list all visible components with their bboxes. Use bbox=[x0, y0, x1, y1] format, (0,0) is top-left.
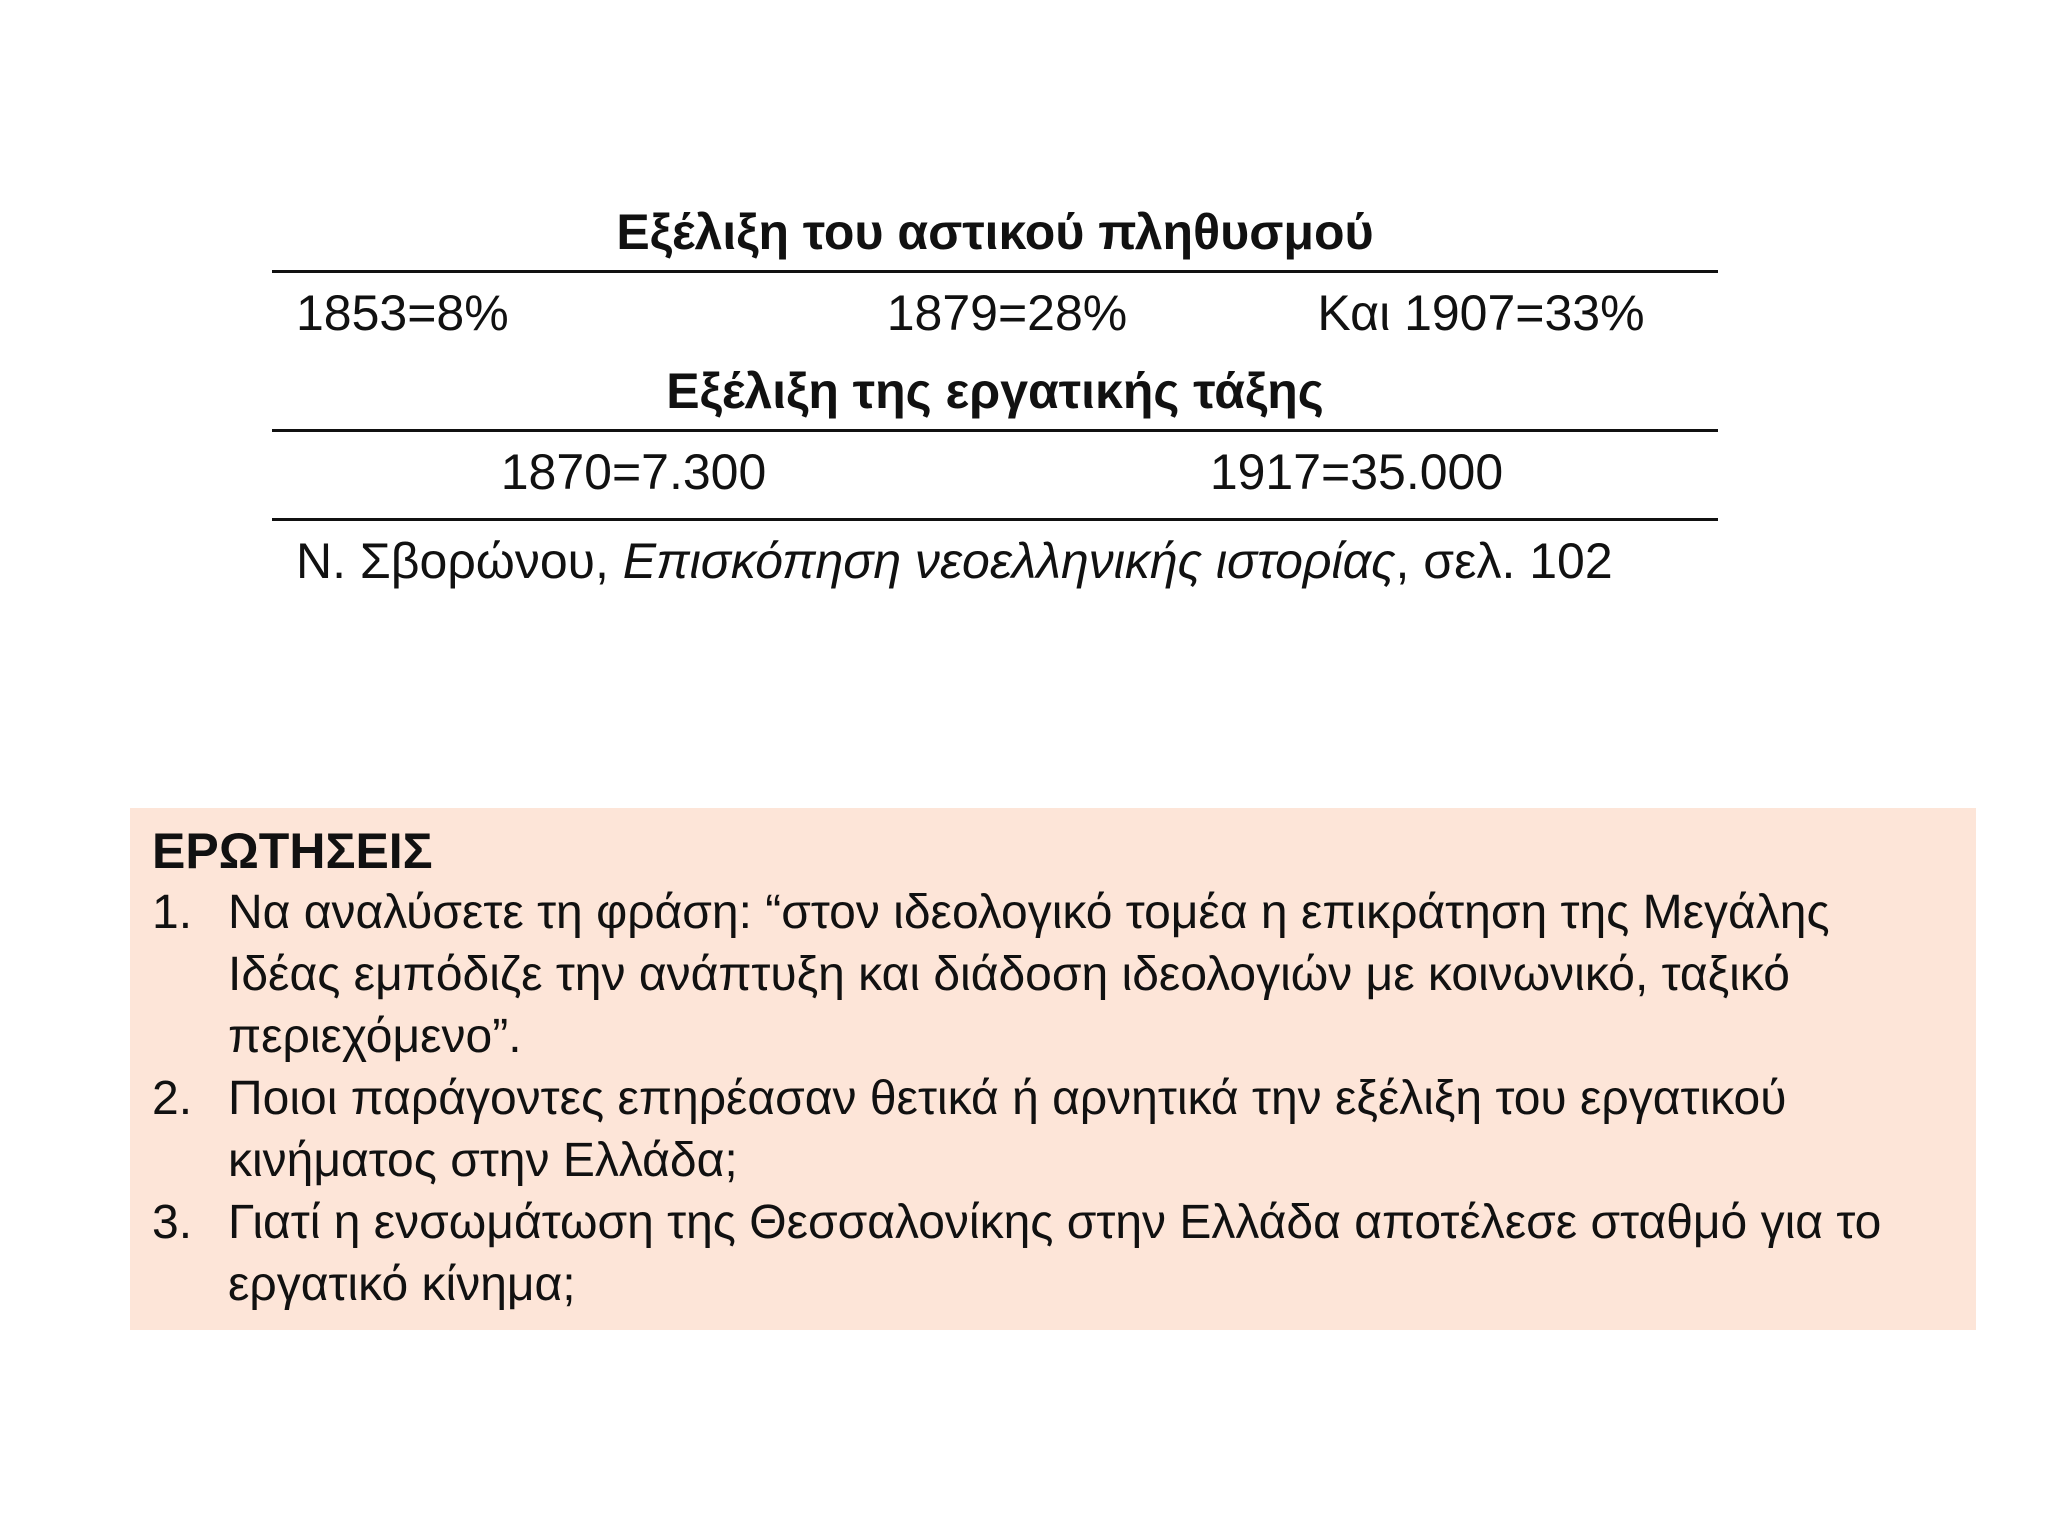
question-text: Γιατί η ενσωμάτωση της Θεσσαλονίκης στην Ελλάδα αποτέλεσε σταθμό για το εργατικό κίνημα; bbox=[228, 1196, 1882, 1311]
question-number: 3. bbox=[152, 1196, 193, 1249]
population-row bbox=[272, 273, 1718, 359]
source-page: , σελ. 102 bbox=[1395, 533, 1613, 589]
question-item bbox=[152, 882, 1952, 1068]
source-citation bbox=[272, 521, 1718, 601]
population-value-1853: 1853=8% bbox=[296, 285, 509, 341]
population-value-1907: Και 1907=33% bbox=[1317, 285, 1645, 341]
question-number: 1. bbox=[152, 886, 193, 939]
question-text: Ποιοι παράγοντες επηρέασαν θετικά ή αρνητικά την εξέλιξη του εργατικού κινήματος στην Ελλάδα; bbox=[228, 1072, 1787, 1187]
working-class-title: Εξέλιξη της εργατικής τάξης bbox=[666, 363, 1324, 419]
working-class-value-1870: 1870=7.300 bbox=[500, 444, 767, 500]
source-author: Ν. Σβορώνου, bbox=[296, 533, 623, 589]
questions-heading: ΕΡΩΤΗΣΕΙΣ bbox=[152, 823, 433, 879]
source-work: Επισκόπηση νεοελληνικής ιστορίας bbox=[622, 533, 1396, 589]
working-class-row bbox=[272, 432, 1718, 518]
question-item bbox=[152, 1068, 1952, 1192]
question-item bbox=[152, 1192, 1952, 1316]
statistics-table bbox=[272, 200, 1718, 601]
questions-list bbox=[152, 882, 1952, 1316]
population-title: Εξέλιξη του αστικού πληθυσμού bbox=[616, 204, 1374, 260]
question-text: Να αναλύσετε τη φράση: “στον ιδεολογικό τομέα η επικράτηση της Μεγάλης Ιδέας εμπόδιζε την ανάπτυξη και διάδοση ιδεολογιών με κοινωνικό, ταξικό περιεχόμενο”. bbox=[228, 886, 1830, 1063]
question-number: 2. bbox=[152, 1072, 193, 1125]
working-class-value-1917: 1917=35.000 bbox=[1209, 444, 1504, 500]
population-value-1879: 1879=28% bbox=[886, 285, 1128, 341]
questions-box bbox=[130, 808, 1976, 1330]
